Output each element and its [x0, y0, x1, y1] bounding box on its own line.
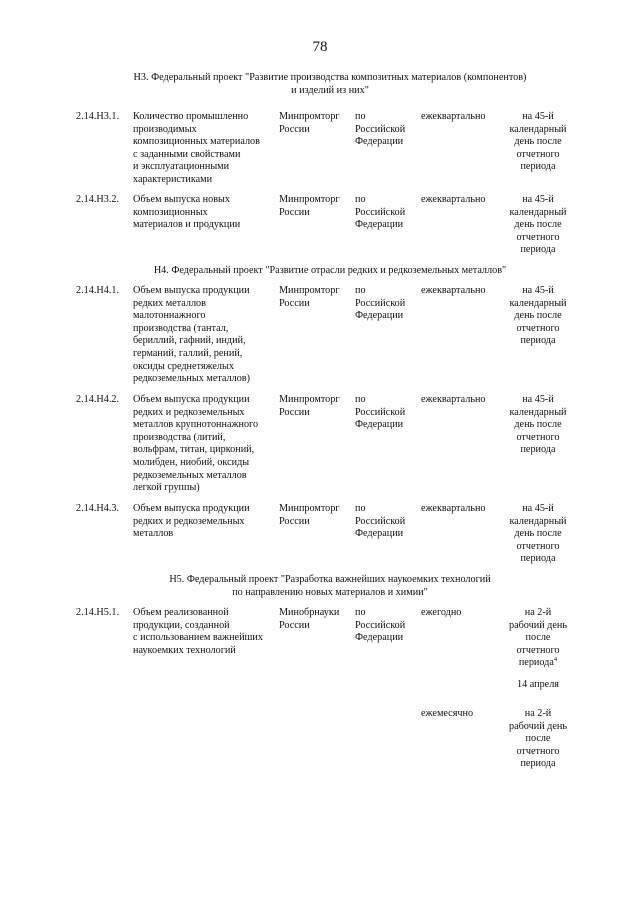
- level-line: Российской: [355, 123, 406, 135]
- indicator-code: 2.14.Н3.2.: [76, 194, 120, 205]
- due-date-line: периода: [520, 161, 556, 173]
- indicator-name-line: редкоземельных металлов: [133, 469, 247, 481]
- indicator-name-line: металлов крупнотоннажного: [133, 419, 259, 431]
- indicator-name-line: редких и редкоземельных: [133, 515, 245, 527]
- due-date-line: периода: [520, 244, 556, 256]
- responsible-agency: [279, 111, 353, 136]
- indicator-name: [133, 394, 279, 495]
- aggregation-level: [355, 503, 417, 541]
- agency-line: России: [279, 619, 310, 631]
- due-date-line: календарный: [509, 123, 567, 135]
- aggregation-level: [355, 111, 417, 149]
- due-date-line: на 2-й: [524, 607, 552, 618]
- level-line: Федерации: [355, 419, 404, 431]
- due-date-alt: 14 апреля: [517, 678, 559, 690]
- level-line: по: [355, 285, 366, 296]
- indicator-name-line: Количество промышленно: [133, 111, 249, 122]
- section-heading-line: Н3. Федеральный проект "Развитие производства композитных материалов (компонентов): [133, 72, 527, 83]
- indicator-name-line: композиционных материалов: [133, 136, 260, 148]
- frequency: ежеквартально: [421, 111, 486, 122]
- agency-line: Минпромторг: [279, 394, 340, 405]
- indicator-name-line: производства (тантал,: [133, 322, 229, 334]
- frequency: ежеквартально: [421, 285, 486, 296]
- indicator-name-line: редких металлов: [133, 297, 206, 309]
- due-date-line: день после: [514, 419, 562, 431]
- indicator-name-line: с использованием важнейших: [133, 632, 263, 644]
- level-line: по: [355, 503, 366, 514]
- indicator-name: [133, 111, 279, 187]
- agency-line: России: [279, 297, 310, 309]
- due-date-line: периода: [520, 553, 556, 565]
- level-line: по: [355, 607, 366, 618]
- due-date-line: календарный: [509, 515, 567, 527]
- due-date-line: [494, 657, 582, 670]
- level-line: по: [355, 111, 366, 122]
- indicator-name-line: Объем реализованной: [133, 607, 229, 618]
- indicator-name-line: редкоземельных металлов): [133, 373, 250, 385]
- agency-line: России: [279, 206, 310, 218]
- indicator-name: [133, 607, 279, 657]
- due-date-line: отчетного: [516, 148, 560, 160]
- due-date-line: отчетного: [516, 431, 560, 443]
- agency-line: Минпромторг: [279, 503, 340, 514]
- section-heading-line: и изделий из них": [291, 84, 369, 96]
- due-date-line: календарный: [509, 297, 567, 309]
- level-line: Российской: [355, 206, 406, 218]
- indicator-name-line: Объем выпуска новых: [133, 194, 230, 205]
- due-date-line: после: [525, 632, 551, 644]
- agency-line: России: [279, 406, 310, 418]
- due-date-line: рабочий день: [508, 619, 567, 631]
- agency-line: Минпромторг: [279, 111, 340, 122]
- agency-line: России: [279, 515, 310, 527]
- due-date: [494, 607, 582, 692]
- section-heading-line: по направлению новых материалов и химии": [232, 586, 428, 598]
- due-date-line: отчетного: [516, 644, 560, 656]
- due-date: [494, 285, 582, 348]
- section-heading-h5: [60, 574, 600, 599]
- level-line: Российской: [355, 406, 406, 418]
- frequency: ежеквартально: [421, 503, 486, 514]
- due-date-line: на 45-й: [522, 285, 554, 296]
- section-heading-h3: [60, 72, 600, 97]
- indicator-name-line: характеристиками: [133, 173, 213, 185]
- indicator-name-line: оксиды среднетяжелых: [133, 360, 234, 372]
- frequency: ежемесячно: [421, 708, 474, 719]
- indicator-name-line: малотоннажного: [133, 310, 206, 322]
- due-date-text: периода: [518, 657, 554, 669]
- level-line: по: [355, 394, 366, 405]
- due-date-line: периода: [520, 444, 556, 456]
- level-line: Российской: [355, 619, 406, 631]
- due-date-line: рабочий день: [508, 720, 567, 732]
- due-date-line: периода: [520, 758, 556, 770]
- due-date-line: на 2-й: [524, 708, 552, 719]
- indicator-name-line: с заданными свойствами: [133, 148, 241, 160]
- indicator-code: 2.14.Н5.1.: [76, 607, 120, 618]
- indicator-name: [133, 503, 279, 541]
- due-date-line: день после: [514, 310, 562, 322]
- aggregation-level: [355, 394, 417, 432]
- level-line: Российской: [355, 297, 406, 309]
- due-date: [494, 111, 582, 174]
- indicator-name-line: молибден, ниобий, оксиды: [133, 456, 250, 468]
- responsible-agency: [279, 285, 353, 310]
- indicator-name-line: Объем выпуска продукции: [133, 285, 250, 296]
- due-date: [494, 194, 582, 257]
- indicator-code: 2.14.Н4.1.: [76, 285, 120, 296]
- indicator-name: [133, 285, 279, 386]
- responsible-agency: [279, 194, 353, 219]
- section-heading-line: Н4. Федеральный проект "Развитие отрасли редких и редкоземельных металлов": [153, 265, 507, 276]
- page-number: 78: [312, 39, 328, 55]
- indicator-name-line: наукоемких технологий: [133, 644, 236, 656]
- frequency: ежеквартально: [421, 394, 486, 405]
- level-line: Российской: [355, 515, 406, 527]
- due-date-line: периода: [520, 335, 556, 347]
- frequency: ежегодно: [421, 607, 462, 618]
- responsible-agency: [279, 394, 353, 419]
- agency-line: России: [279, 123, 310, 135]
- due-date-line: на 45-й: [522, 503, 554, 514]
- responsible-agency: [279, 607, 353, 632]
- indicator-name-line: материалов и продукции: [133, 219, 241, 231]
- due-date-line: отчетного: [516, 745, 560, 757]
- indicator-name-line: вольфрам, титан, цирконий,: [133, 444, 255, 456]
- indicator-name-line: бериллий, гафний, индий,: [133, 335, 246, 347]
- level-line: Федерации: [355, 528, 404, 540]
- due-date: [494, 708, 582, 771]
- indicator-name-line: производимых: [133, 123, 197, 135]
- indicator-code: 2.14.Н4.3.: [76, 503, 120, 514]
- section-heading-h4: [60, 265, 600, 278]
- responsible-agency: [279, 503, 353, 528]
- indicator-name-line: германий, галлий, рений,: [133, 347, 243, 359]
- section-heading-line: Н5. Федеральный проект "Разработка важнейших наукоемких технологий: [169, 574, 491, 585]
- due-date-line: после: [525, 733, 551, 745]
- due-date-line: календарный: [509, 406, 567, 418]
- indicator-code: 2.14.Н4.2.: [76, 394, 120, 405]
- agency-line: Минпромторг: [279, 194, 340, 205]
- due-date-line: отчетного: [516, 231, 560, 243]
- level-line: Федерации: [355, 219, 404, 231]
- agency-line: Минпромторг: [279, 285, 340, 296]
- aggregation-level: [355, 607, 417, 645]
- due-date-line: на 45-й: [522, 111, 554, 122]
- indicator-name-line: легкой группы): [133, 482, 200, 494]
- due-date: [494, 503, 582, 566]
- level-line: Федерации: [355, 632, 404, 644]
- due-date-line: день после: [514, 219, 562, 231]
- due-date: [494, 394, 582, 457]
- level-line: Федерации: [355, 310, 404, 322]
- indicator-name-line: и эксплуатационными: [133, 161, 230, 173]
- level-line: Федерации: [355, 136, 404, 148]
- aggregation-level: [355, 285, 417, 323]
- aggregation-level: [355, 194, 417, 232]
- indicator-name-line: производства (литий,: [133, 431, 226, 443]
- indicator-name-line: редких и редкоземельных: [133, 406, 245, 418]
- indicator-name-line: Объем выпуска продукции: [133, 503, 250, 514]
- due-date-line: отчетного: [516, 322, 560, 334]
- due-date-line: на 45-й: [522, 194, 554, 205]
- due-date-line: отчетного: [516, 540, 560, 552]
- indicator-name-line: Объем выпуска продукции: [133, 394, 250, 405]
- due-date-line: на 45-й: [522, 394, 554, 405]
- due-date-line: день после: [514, 528, 562, 540]
- indicator-name-line: композиционных: [133, 206, 208, 218]
- due-date-line: календарный: [509, 206, 567, 218]
- indicator-name-line: металлов: [133, 528, 174, 540]
- level-line: по: [355, 194, 366, 205]
- indicator-code: 2.14.Н3.1.: [76, 111, 120, 122]
- footnote-marker: 4: [553, 656, 558, 664]
- frequency: ежеквартально: [421, 194, 486, 205]
- agency-line: Минобрнауки: [279, 607, 340, 618]
- indicator-name: [133, 194, 279, 232]
- indicator-name-line: продукции, созданной: [133, 619, 230, 631]
- due-date-line: день после: [514, 136, 562, 148]
